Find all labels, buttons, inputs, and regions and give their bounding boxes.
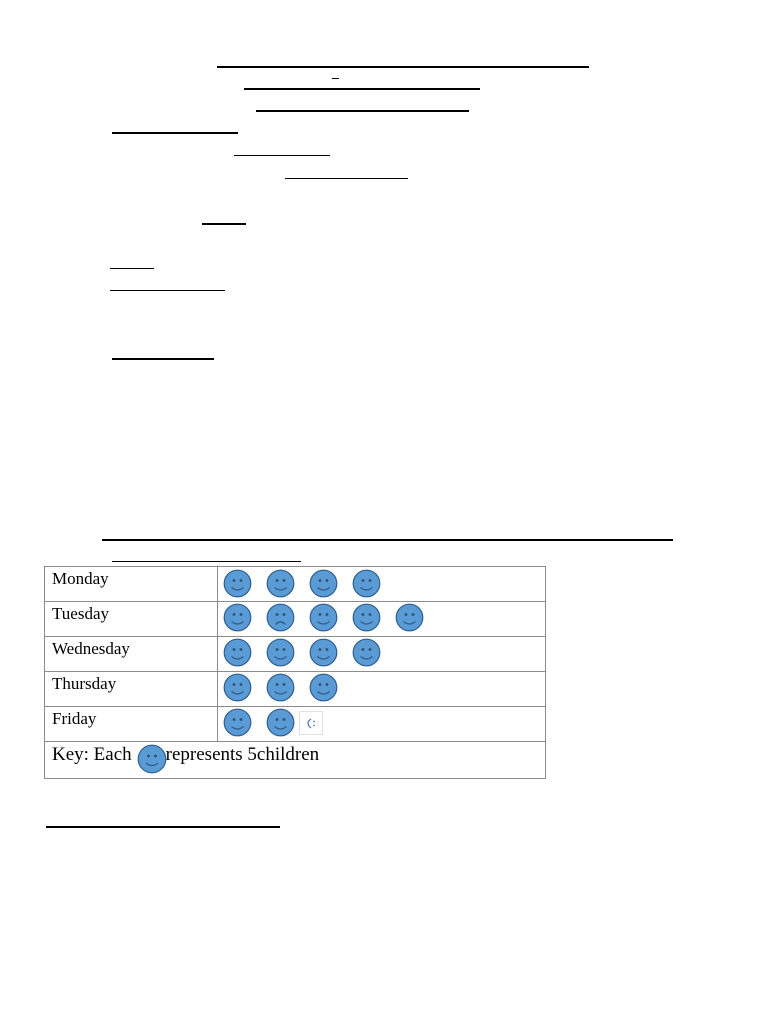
symbol-cell bbox=[218, 567, 546, 602]
symbol-cell bbox=[218, 637, 546, 672]
field-underline-4 bbox=[110, 268, 154, 269]
key-smiley-icon bbox=[137, 744, 167, 774]
smiley-face-icon bbox=[309, 638, 338, 667]
smiley-face-icon bbox=[352, 569, 381, 598]
smiley-face-icon bbox=[309, 673, 338, 702]
smiley-face-icon bbox=[309, 603, 338, 632]
smiley-face-icon bbox=[352, 603, 381, 632]
table-row bbox=[45, 602, 546, 637]
smiley-face-icon bbox=[223, 638, 252, 667]
smiley-face-icon bbox=[395, 603, 424, 632]
day-label: Wednesday bbox=[45, 637, 218, 672]
day-label: Thursday bbox=[45, 672, 218, 707]
field-underline-1 bbox=[234, 155, 330, 156]
smiley-face-icon bbox=[266, 673, 295, 702]
heading-underline-2 bbox=[244, 88, 480, 90]
key-suffix: represents 5children bbox=[165, 744, 320, 765]
key-prefix: Key: Each bbox=[52, 744, 132, 765]
table-row bbox=[45, 637, 546, 672]
field-underline-2 bbox=[285, 178, 408, 179]
day-label: Tuesday bbox=[45, 602, 218, 637]
smiley-face-icon bbox=[223, 708, 252, 737]
day-label: Friday bbox=[45, 707, 218, 742]
symbol-cell bbox=[218, 672, 546, 707]
section-underline-2 bbox=[112, 358, 214, 360]
symbol-cell bbox=[218, 707, 546, 742]
key-cell bbox=[45, 742, 546, 779]
table-row bbox=[45, 707, 546, 742]
field-underline-3 bbox=[202, 223, 246, 225]
question-underline bbox=[102, 539, 673, 541]
table-row bbox=[45, 567, 546, 602]
field-underline-5 bbox=[110, 290, 225, 291]
key-row bbox=[45, 742, 546, 779]
question-subline bbox=[112, 561, 301, 562]
heading-underline-3 bbox=[256, 110, 469, 112]
section-underline-1 bbox=[112, 132, 238, 134]
day-label: Monday bbox=[45, 567, 218, 602]
smiley-face-icon bbox=[223, 569, 252, 598]
smiley-face-icon bbox=[266, 569, 295, 598]
table-row bbox=[45, 672, 546, 707]
smiley-face-icon bbox=[223, 603, 252, 632]
smiley-face-icon bbox=[266, 638, 295, 667]
smiley-face-icon bbox=[352, 638, 381, 667]
smiley-face-icon bbox=[266, 603, 295, 632]
symbol-cell bbox=[218, 602, 546, 637]
heading-underline-1 bbox=[217, 66, 589, 68]
pictograph-table bbox=[44, 566, 546, 779]
smiley-face-icon bbox=[223, 673, 252, 702]
heading-dash bbox=[332, 78, 339, 79]
answer-underline bbox=[46, 826, 280, 828]
smiley-face-icon bbox=[309, 569, 338, 598]
smiley-face-icon bbox=[266, 708, 295, 737]
partial-smiley-icon bbox=[299, 711, 328, 740]
